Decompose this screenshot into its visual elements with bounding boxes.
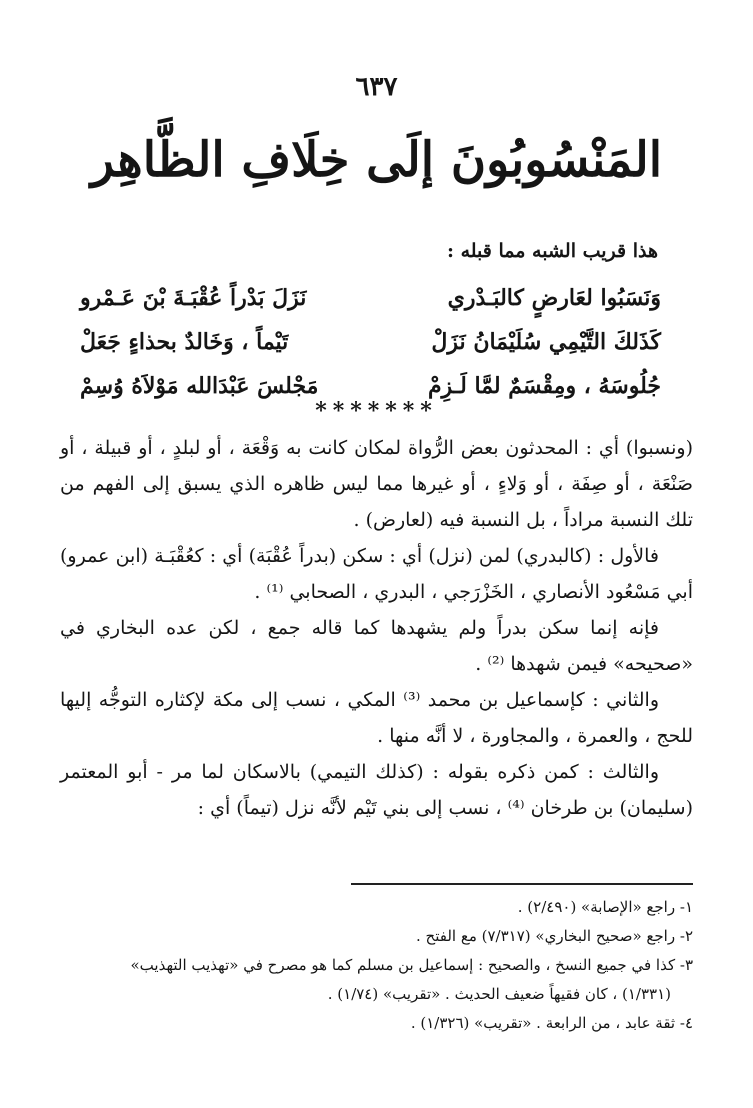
paragraph: والثاني : كإسماعيل بن محمد ⁽³⁾ المكي ، نسب إلى مكة لإكثاره التوجُّه إليها للحج ، والعمرة ، والمجاورة ، لا أنَّه منها . [60,689,693,747]
footnote: ٤- ثقة عابد ، من الرابعة . «تقريب» (١/٣٢٦) . [410,1014,693,1032]
footnote-divider [351,883,693,885]
footnote: ٢- راجع «صحيح البخاري» (٧/٣١٧) مع الفتح . [416,927,693,945]
hemistich-second: نَزَلَ بَدْراً عُقْبَـةَ بْنَ عَـمْرو [80,285,307,311]
chapter-title: المَنْسُوبُونَ إلَى خِلَافِ الظَّاهِر [90,132,663,188]
paragraph: فإنه إنما سكن بدراً ولم يشهدها كما قاله جمع ، لكن عده البخاري في «صحيحه» فيمن شهدها ⁽²⁾ . [60,617,693,675]
footnote: ١- راجع «الإصابة» (٢/٤٩٠) . [517,898,693,916]
paragraph: والثالث : كمن ذكره بقوله : (كذلك التيمي) بالاسكان لما مر - أبو المعتمر (سليمان) بن طرخان ⁽⁴⁾ ، نسب إلى بني تَيْم لأنَّه نزل (تيماً) أي : [60,761,693,819]
hemistich-second: مَجْلسَ عَبْدَالله مَوْلاَهُ وُسِمْ [80,373,319,399]
page-number: ٦٣٧ [355,72,398,102]
hemistich-first: جُلُوسَهُ ، ومِقْسَمٌ لمَّا لَـزِمْ [427,373,661,399]
poem-line [80,276,661,320]
paragraph: فالأول : (كالبدري) لمن (نزل) أي : سكن (بدراً عُقْبَة) أي : كعُقْبَـة (ابن عمرو) أبي مَسْعُود الأنصاري ، الخَزْرَجي ، البدري ، الصحابي ⁽¹⁾ . [60,545,693,603]
footnotes [60,893,693,1038]
hemistich-first: كَذَلكَ التَّيْمِي سُلَيْمَانُ نَزَلْ [431,329,661,355]
paragraph: (ونسبوا) أي : المحدثون بعض الرُّواة لمكان كانت به وَقْعَة ، أو لبلدٍ ، أو قبيلة ، أو صَنْعَة ، أو صِفَة ، أو وَلاءٍ ، أو غيرها مما ليس ظاهره الذي يسبق إلى الفهم من تلك النسبة مراداً ، بل النسبة فيه (لعارض) . [60,437,693,531]
footnote: ٣- كذا في جميع النسخ ، والصحيح : إسماعيل بن مسلم كما هو مصرح في «تهذيب التهذيب» [130,956,693,974]
poem [80,276,661,408]
poem-intro: هذا قريب الشبه مما قبله : [446,240,658,262]
poem-line [80,320,661,364]
commentary-body [60,430,693,826]
hemistich-second: تَيْماً ، وَخَالدٌ بحذاءٍ جَعَلْ [80,329,289,355]
footnote-continuation: (١/٣٣١) ، كان فقيهاً ضعيف الحديث . «تقريب» (١/٧٤) . [327,985,671,1003]
section-separator: ******* [315,398,438,424]
hemistich-first: وَنَسَبُوا لعَارضٍ كالبَـدْري [447,285,661,311]
